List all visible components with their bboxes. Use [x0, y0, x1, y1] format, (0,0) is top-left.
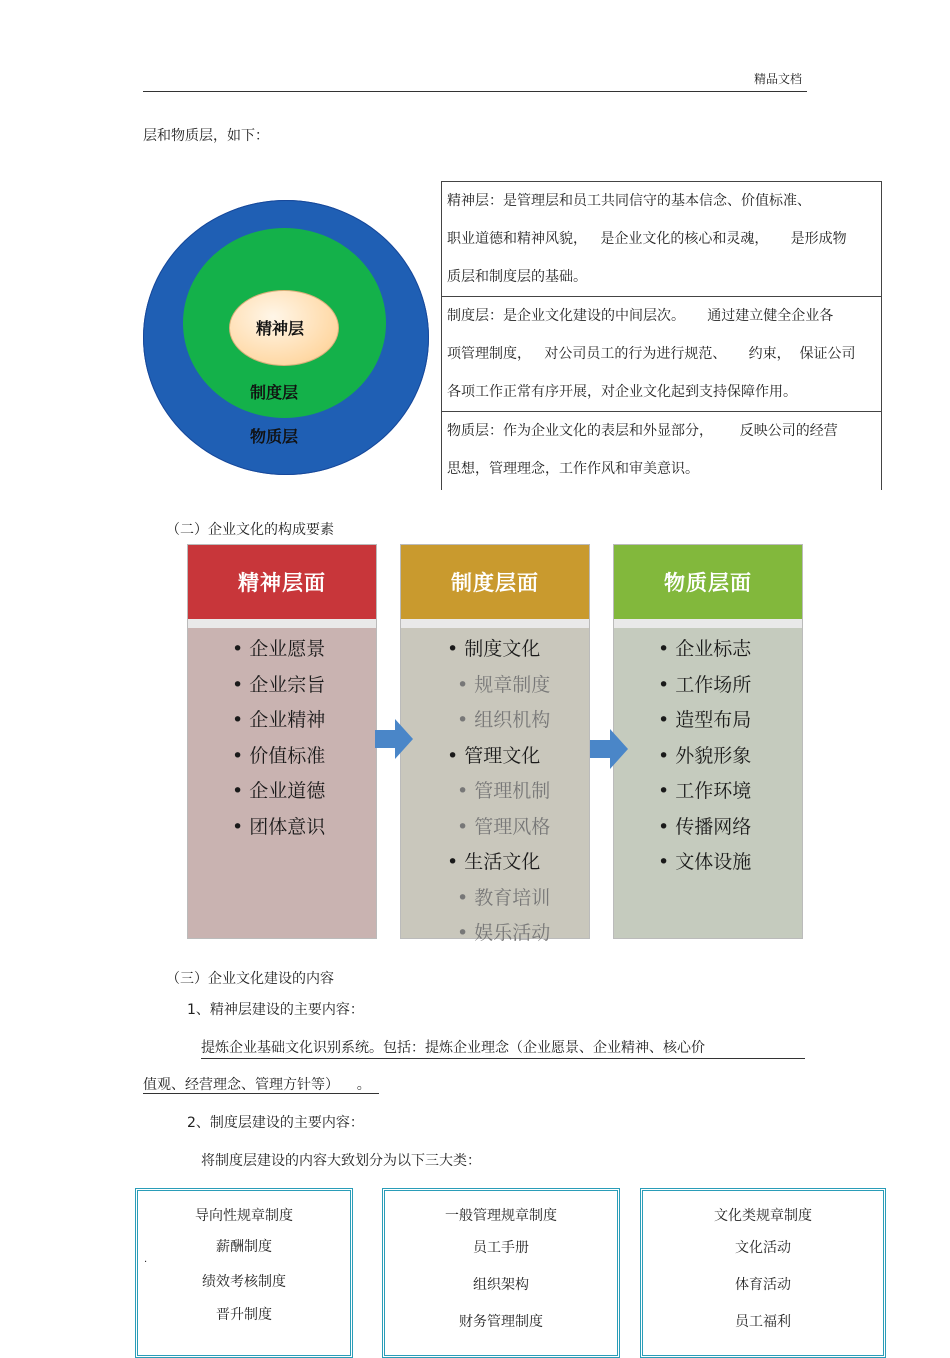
panel-title: 制度层面	[401, 545, 589, 619]
cell-line: 制度层：是企业文化建设的中间层次。 通过建立健全企业各	[447, 308, 834, 324]
header-label: 精品文档	[753, 72, 802, 86]
panel-item	[188, 703, 376, 739]
bullet-icon: •	[457, 922, 475, 944]
panel-sub-item	[401, 703, 589, 739]
panel-item-text: 价值标准	[249, 744, 326, 767]
regulation-box-general	[382, 1188, 620, 1358]
panel-list	[401, 628, 589, 952]
item-2-text: 将制度层建设的内容大致划分为以下三大类：	[201, 1153, 481, 1169]
panel-item	[614, 774, 802, 810]
bullet-icon: •	[457, 815, 475, 838]
arrow-right-icon	[590, 729, 628, 769]
bullet-icon: •	[232, 780, 250, 802]
bullet-icon: •	[658, 673, 676, 696]
section-2-title: （二）企业文化的构成要素	[166, 522, 334, 538]
panel-item	[188, 739, 376, 775]
bullet-icon: •	[457, 709, 475, 731]
stray-dot: .	[144, 1254, 148, 1265]
panel-item	[401, 845, 589, 881]
bullet-icon: •	[658, 709, 676, 731]
panel-item	[188, 774, 376, 810]
panel-item	[401, 632, 589, 668]
panel-divider	[188, 619, 376, 628]
panel-item-text: 工作场所	[675, 673, 752, 696]
panel-item	[614, 703, 802, 739]
bullet-icon: •	[447, 638, 465, 660]
panel-sub-item	[401, 774, 589, 810]
box-item: 薪酬制度	[216, 1239, 272, 1255]
bullet-icon: •	[232, 673, 250, 696]
item-1-line-2	[143, 1074, 379, 1094]
panel-item	[614, 668, 802, 704]
box-title: 导向性规章制度	[195, 1208, 293, 1224]
box-title: 文化类规章制度	[714, 1208, 812, 1224]
bullet-icon: •	[658, 638, 676, 660]
inner-label: 精神层	[256, 319, 305, 338]
bullet-icon: •	[457, 673, 475, 696]
table-row	[442, 297, 882, 412]
cell-line: 质层和制度层的基础。	[447, 269, 587, 285]
panel-item	[614, 632, 802, 668]
item-1-line-1	[201, 1037, 805, 1059]
panel-item	[614, 739, 802, 775]
table-row	[442, 182, 882, 297]
panel-divider	[401, 619, 589, 628]
item-1-title: 1、精神层建设的主要内容：	[187, 1002, 364, 1018]
arrow-right-icon	[375, 719, 413, 759]
panel-item-text: 教育培训	[474, 886, 551, 909]
table-row	[442, 412, 882, 491]
box-item: 文化活动	[735, 1240, 791, 1256]
panel-item-text: 企业愿景	[249, 638, 326, 660]
bullet-icon: •	[658, 851, 676, 873]
cell-line: 项管理制度， 对公司员工的行为进行规范、 约束， 保证公司	[447, 346, 856, 362]
panel-title: 精神层面	[188, 545, 376, 619]
bullet-icon: •	[457, 886, 475, 909]
panel-item-text: 造型布局	[675, 709, 752, 731]
panel-item-text: 管理机制	[474, 780, 551, 802]
item-1-text: 提炼企业基础文化识别系统。包括：提炼企业理念（企业愿景、企业精神、核心价	[201, 1037, 805, 1059]
panel-item-text: 生活文化	[464, 851, 541, 873]
bullet-icon: •	[232, 709, 250, 731]
bullet-icon: •	[447, 851, 465, 873]
panel-item-text: 制度文化	[464, 638, 541, 660]
panel-sub-item	[401, 668, 589, 704]
panel-item-text: 文体设施	[675, 851, 752, 873]
table-cell-material	[442, 412, 882, 491]
item-2-title: 2、制度层建设的主要内容：	[187, 1115, 364, 1131]
bullet-icon: •	[658, 744, 676, 767]
panel-system	[400, 544, 590, 944]
bullet-icon: •	[232, 744, 250, 767]
panel-item	[188, 810, 376, 846]
box-item: 组织架构	[473, 1277, 529, 1293]
panel-material	[613, 544, 803, 939]
box-item: 员工福利	[735, 1314, 791, 1330]
panel-item	[614, 845, 802, 881]
panel-sub-item	[401, 881, 589, 917]
cell-line: 物质层：作为企业文化的表层和外显部分， 反映公司的经营	[447, 423, 838, 439]
cell-line: 各项工作正常有序开展，对企业文化起到支持保障作用。	[447, 384, 797, 400]
panel-item-text: 企业道德	[249, 780, 326, 802]
box-item: 财务管理制度	[459, 1314, 543, 1330]
panel-item-text: 管理风格	[474, 815, 551, 838]
panel-item	[401, 739, 589, 775]
regulation-box-guiding	[135, 1188, 353, 1358]
panel-item-text: 管理文化	[464, 744, 541, 767]
panel-item	[188, 668, 376, 704]
header-divider	[143, 91, 807, 92]
panel-sub-item	[401, 810, 589, 846]
table-cell-system	[442, 297, 882, 412]
bullet-icon: •	[658, 780, 676, 802]
panel-item	[188, 632, 376, 668]
panel-item-text: 企业精神	[249, 709, 326, 731]
box-item: 员工手册	[473, 1240, 529, 1256]
panel-item-text: 外貌形象	[675, 744, 752, 767]
panel-list	[614, 628, 802, 881]
panel-divider	[614, 619, 802, 628]
bullet-icon: •	[457, 780, 475, 802]
panel-item-text: 组织机构	[474, 709, 551, 731]
bullet-icon: •	[232, 638, 250, 660]
panel-list	[188, 628, 376, 845]
cell-line: 职业道德和精神风貌， 是企业文化的核心和灵魂， 是形成物	[447, 231, 847, 247]
bullet-icon: •	[447, 744, 465, 767]
middle-label: 制度层	[250, 383, 299, 402]
table-cell-spirit	[442, 182, 882, 297]
panel-title: 物质层面	[614, 545, 802, 619]
regulation-box-culture	[640, 1188, 886, 1358]
panel-spirit	[187, 544, 377, 939]
item-1-text-cont: 值观、经营理念、管理方针等） 。	[143, 1077, 379, 1094]
layers-description-table	[441, 181, 882, 490]
panel-item-text: 团体意识	[249, 815, 326, 838]
panel-item-text: 企业标志	[675, 638, 752, 660]
box-item: 体育活动	[735, 1277, 791, 1293]
panel-sub-item	[401, 916, 589, 952]
cell-line: 精神层：是管理层和员工共同信守的基本信念、价值标准、	[447, 193, 811, 209]
panel-item-text: 工作环境	[675, 780, 752, 802]
cell-line: 思想，管理理念，工作作风和审美意识。	[447, 461, 699, 477]
box-item: 绩效考核制度	[202, 1274, 286, 1290]
box-title: 一般管理规章制度	[445, 1208, 557, 1224]
outer-label: 物质层	[250, 427, 299, 446]
section-3-title: （三）企业文化建设的内容	[166, 971, 334, 987]
bullet-icon: •	[658, 815, 676, 838]
panel-item-text: 企业宗旨	[249, 673, 326, 696]
box-item: 晋升制度	[216, 1307, 272, 1323]
panel-item-text: 娱乐活动	[474, 922, 551, 944]
panel-item	[614, 810, 802, 846]
panel-item-text: 规章制度	[474, 673, 551, 696]
intro-text: 层和物质层，如下：	[143, 128, 269, 144]
bullet-icon: •	[232, 815, 250, 838]
panel-item-text: 传播网络	[675, 815, 752, 838]
